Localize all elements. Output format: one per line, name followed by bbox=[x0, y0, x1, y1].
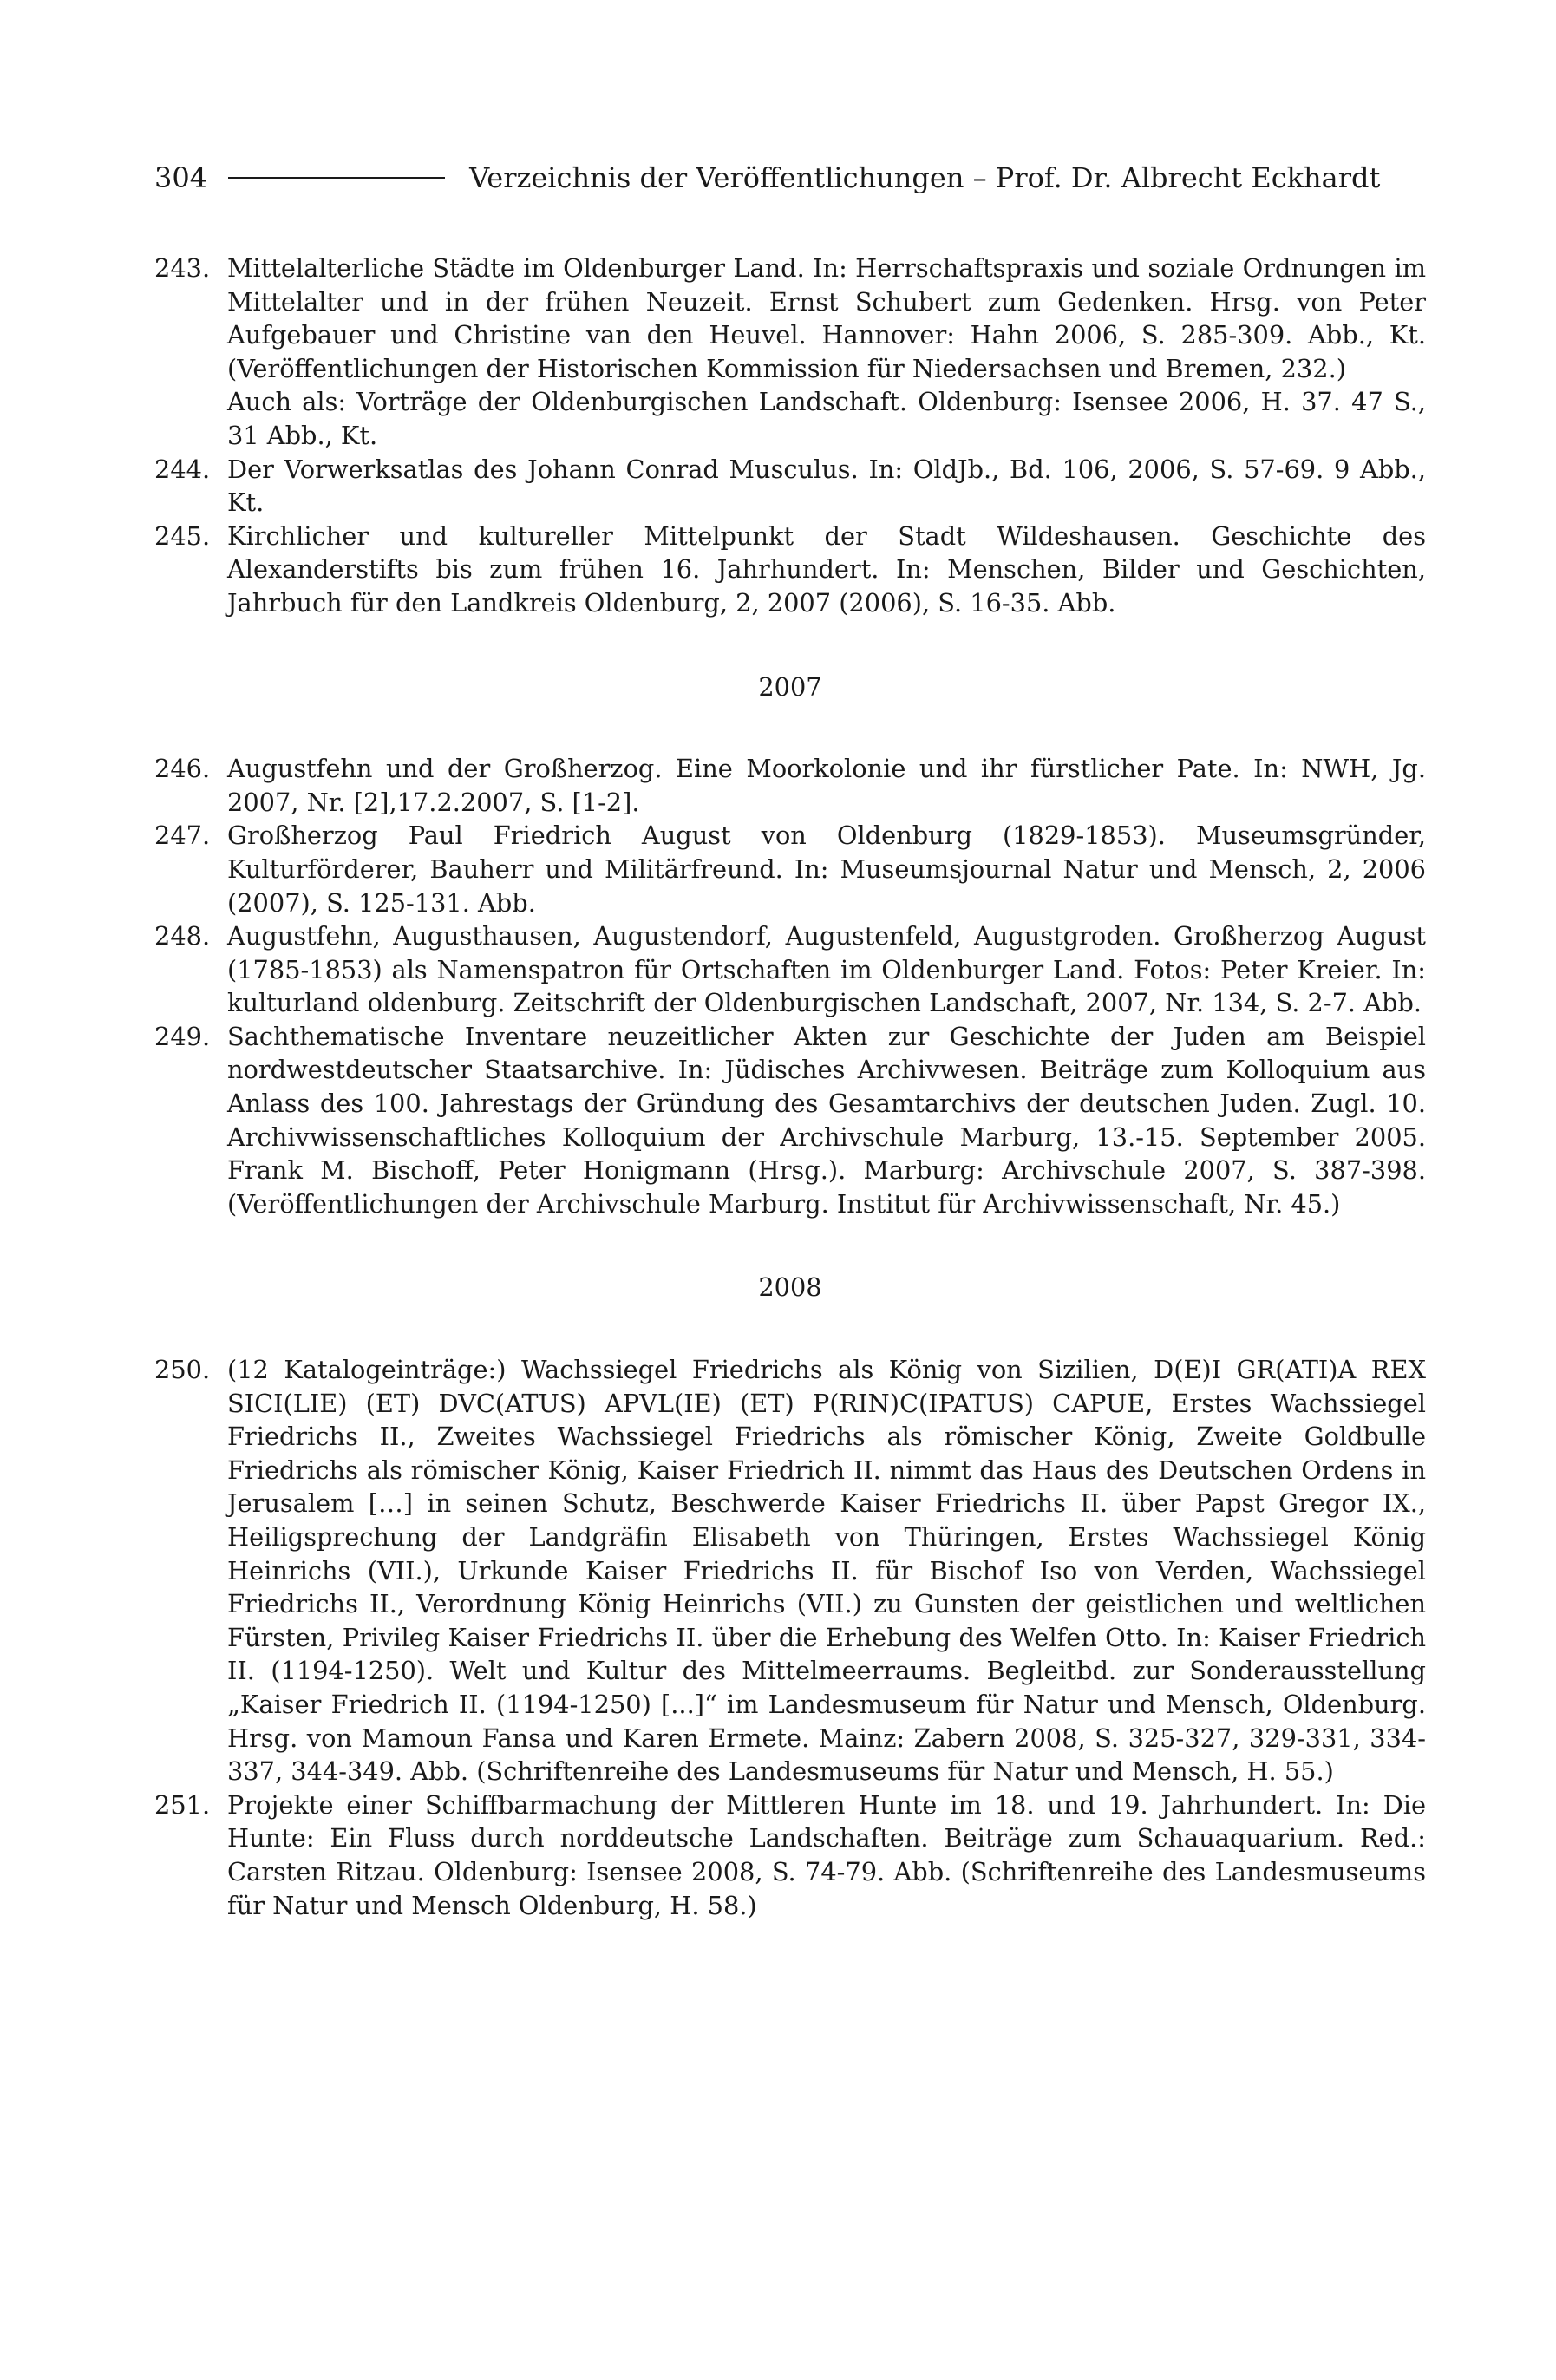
year-heading: 2007 bbox=[758, 671, 822, 702]
entry-text: Großherzog Paul Friedrich August von Oldenburg (1829-1853). Museumsgründer, Kulturförderer, Bauherr und Militärfreund. In: Museumsjournal Natur und Mensch, 2, 2006 (2007), S. 125-131. Abb. bbox=[227, 821, 1426, 918]
entry-number: 244. bbox=[154, 454, 211, 484]
entry-number: 245. bbox=[154, 520, 211, 551]
entry-text: Augustfehn und der Großherzog. Eine Moorkolonie und ihr fürstlicher Pate. In: NWH, Jg. 2007, Nr. [2],17.2.2007, S. [1-2]. bbox=[227, 754, 1426, 817]
entry-number: 251. bbox=[154, 1789, 211, 1820]
running-title: Verzeichnis der Veröffentlichungen – Prof. Dr. Albrecht Eckhardt bbox=[469, 161, 1381, 194]
entry-text: Projekte einer Schiffbarmachung der Mittleren Hunte im 18. und 19. Jahrhundert. In: Die Hunte: Ein Fluss durch norddeutsche Landschaften. Beiträge zum Schauaquarium. Red.: Carsten Ritzau. Oldenburg: Isensee 2008, S. 74-79. Abb. (Schriftenreihe des Landesmuseums für Natur und Mensch Oldenburg, H. 58.) bbox=[227, 1789, 1426, 1920]
entry-number: 247. bbox=[154, 821, 211, 851]
header-rule bbox=[228, 177, 445, 179]
entry-text-continuation: Auch als: Vorträge der Oldenburgischen Landschaft. Oldenburg: Isensee 2006, H. 37. 47 S., 31 Abb., Kt. bbox=[227, 387, 1426, 450]
bibliography-list bbox=[154, 252, 1426, 1922]
entry-number: 248. bbox=[154, 921, 211, 951]
entry-number: 249. bbox=[154, 1021, 211, 1051]
entry-text: (12 Katalogeinträge:) Wachssiegel Friedrichs als König von Sizilien, D(E)I GR(ATI)A REX SICI(LIE) (ET) DVC(ATUS) APVL(IE) (ET) P(RIN)C(IPATUS) CAPUE, Erstes Wachssiegel Friedrichs II., Zweites Wachssiegel Friedrichs als römischer König, Zweite Goldbulle Friedrichs als römischer König, Kaiser Friedrich II. nimmt das Haus des Deutschen Ordens in Jerusalem […] in seinen Schutz, Beschwerde Kaiser Friedrichs II. über Papst Gregor IX., Heiligsprechung der Landgräfin Elisabeth von Thüringen, Erstes Wachssiegel König Heinrichs (VII.), Urkunde Kaiser Friedrichs II. für Bischof Iso von Verden, Wachssiegel Friedrichs II., Verordnung König Heinrichs (VII.) zu Gunsten der geistlichen und weltlichen Fürsten, Privileg Kaiser Friedrichs II. über die Erhebung des Welfen Otto. In: Kaiser Friedrich II. (1194-1250). Welt und Kultur des Mittelmeerraums. Begleitbd. zur Sonderausstellung „Kaiser Friedrich II. (1194-1250) [...]“ im Landesmuseum für Natur und Mensch, Oldenburg. Hrsg. von Mamoun Fansa und Karen Ermete. Mainz: Zabern 2008, S. 325-327, 329-331, 334-337, 344-349. Abb. (Schriftenreihe des Landesmuseums für Natur und Mensch, H. 55.) bbox=[227, 1355, 1426, 1787]
bibliography-entry bbox=[154, 520, 1426, 620]
year-heading: 2008 bbox=[758, 1272, 822, 1303]
entry-text: Augustfehn, Augusthausen, Augustendorf, Augustenfeld, Augustgroden. Großherzog August (1785-1853) als Namenspatron für Ortschaften im Oldenburger Land. Fotos: Peter Kreier. In: kulturland oldenburg. Zeitschrift der Oldenburgischen Landschaft, 2007, Nr. 134, S. 2-7. Abb. bbox=[227, 921, 1426, 1018]
entry-number: 243. bbox=[154, 253, 211, 283]
bibliography-entry bbox=[154, 1020, 1426, 1221]
entry-number: 246. bbox=[154, 754, 211, 784]
entry-text: Kirchlicher und kultureller Mittelpunkt der Stadt Wildeshausen. Geschichte des Alexanderstifts bis zum frühen 16. Jahrhundert. In: Menschen, Bilder und Geschichten, Jahrbuch für den Landkreis Oldenburg, 2, 2007 (2006), S. 16-35. Abb. bbox=[227, 520, 1426, 618]
entry-text: Mittelalterliche Städte im Oldenburger Land. In: Herrschaftspraxis und soziale Ordnungen im Mittelalter und in der frühen Neuzeit. Ernst Schubert zum Gedenken. Hrsg. von Peter Aufgebauer und Christine van den Heuvel. Hannover: Hahn 2006, S. 285-309. Abb., Kt. (Veröffentlichungen der Historischen Kommission für Niedersachsen und Bremen, 232.) bbox=[227, 253, 1426, 383]
bibliography-entry bbox=[154, 1788, 1426, 1922]
running-head bbox=[154, 156, 1421, 199]
entry-text: Sachthematische Inventare neuzeitlicher Akten zur Geschichte der Juden am Beispiel nordwestdeutscher Staatsarchive. In: Jüdisches Archivwesen. Beiträge zum Kolloquium aus Anlass des 100. Jahrestags der Gründung des Gesamtarchivs der deutschen Juden. Zugl. 10. Archivwissenschaftliches Kolloquium der Archivschule Marburg, 13.-15. September 2005. Frank M. Bischoff, Peter Honigmann (Hrsg.). Marburg: Archivschule 2007, S. 387-398. (Veröffentlichungen der Archivschule Marburg. Institut für Archivwissenschaft, Nr. 45.) bbox=[227, 1021, 1426, 1219]
bibliography-entry bbox=[154, 252, 1426, 453]
bibliography-entry bbox=[154, 919, 1426, 1020]
bibliography-entry bbox=[154, 453, 1426, 520]
bibliography-entry bbox=[154, 819, 1426, 919]
entry-number: 250. bbox=[154, 1355, 211, 1385]
entry-text: Der Vorwerksatlas des Johann Conrad Musculus. In: OldJb., Bd. 106, 2006, S. 57-69. 9 Abb., Kt. bbox=[227, 454, 1426, 518]
bibliography-entry bbox=[154, 752, 1426, 819]
page-number: 304 bbox=[154, 161, 208, 194]
bibliography-entry bbox=[154, 1353, 1426, 1788]
